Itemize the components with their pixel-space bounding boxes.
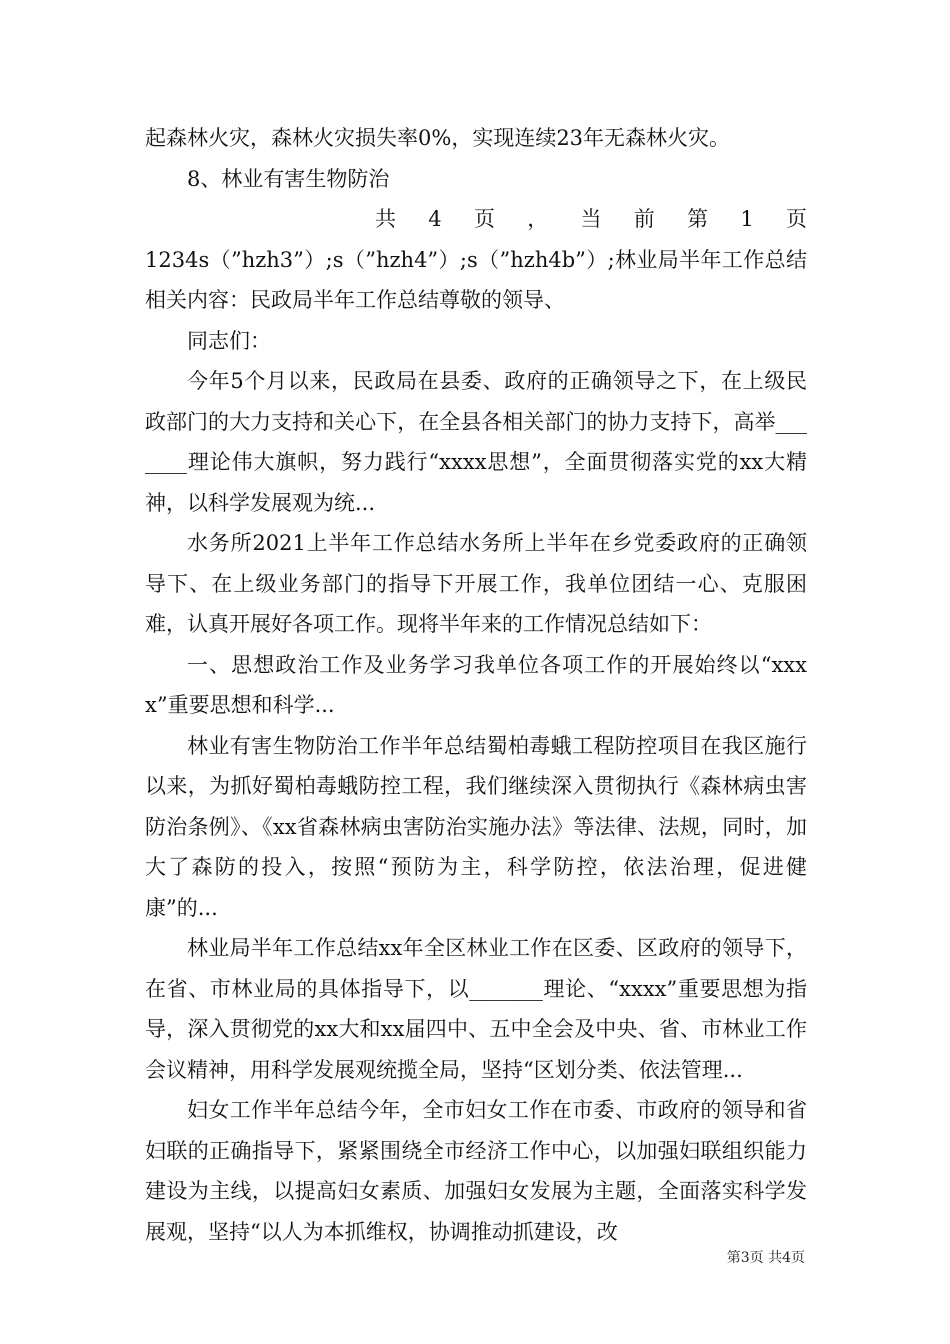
document-body — [145, 118, 807, 1252]
footer-prefix: 第 — [726, 1250, 741, 1266]
paragraph: 一、思想政治工作及业务学习我单位各项工作的开展始终以“xxxx”重要思想和科学... — [145, 652, 807, 717]
paragraph: 今年5个月以来，民政局在县委、政府的正确领导之下，在上级民政部门的大力支持和关心下，在全县各相关部门的协力支持下，高举_______理论伟大旗帜，努力践行“xxxx思想”，全面贯彻落实党的xx大精神，以科学发展观为统... — [145, 369, 807, 515]
page-info-char: 共 — [375, 207, 396, 231]
paragraph: 妇女工作半年总结今年，全市妇女工作在市委、市政府的领导和省妇联的正确指导下，紧紧围绕全市经济工作中心，以加强妇联组织能力建设为主线，以提高妇女素质、加强妇女发展为主题，全面落实科学发展观，坚持“以人为本抓维权，协调推动抓建设，改 — [145, 1098, 807, 1244]
page-info-char: 第 — [687, 207, 709, 231]
footer-current-page: 3 — [740, 1250, 750, 1266]
text-line: 起森林火灾，森林火灾损失率0%，实现连续23年无森林火灾。 — [145, 126, 731, 150]
page-info-char: 1 — [740, 207, 754, 231]
greeting: 同志们： — [187, 328, 271, 353]
footer-suffix: 页 — [791, 1250, 805, 1266]
page-info-char: 页 — [473, 207, 495, 231]
page-info-char: 4 — [428, 207, 442, 231]
footer-middle: 页 共 — [749, 1250, 783, 1266]
page-info-char: 前 — [633, 207, 655, 231]
page-info-row — [145, 199, 807, 240]
page-info — [375, 199, 807, 240]
paragraph: 林业局半年工作总结xx年全区林业工作在区委、区政府的领导下，在省、市林业局的具体指导下，以_______理论、“xxxx”重要思想为指导，深入贯彻党的xx大和xx届四中、五中全会及中央、省、市林业工作会议精神，用科学发展观统揽全局，坚持“区划分类、依法管理... — [145, 936, 807, 1082]
page-footer — [727, 1247, 805, 1267]
paragraph: 水务所2021上半年工作总结水务所上半年在乡党委政府的正确领导下、在上级业务部门的指导下开展工作，我单位团结一心、克服困难，认真开展好各项工作。现将半年来的工作情况总结如下： — [145, 531, 807, 636]
paragraph: 1234s（”hzh3”）;s（”hzh4”）;s（”hzh4b”）;林业局半年工作总结相关内容：民政局半年工作总结尊敬的领导、 — [145, 247, 807, 312]
page-info-char: ， — [527, 207, 549, 231]
section-heading: 8、林业有害生物防治 — [187, 166, 390, 191]
page-info-char: 页 — [786, 207, 807, 231]
paragraph: 林业有害生物防治工作半年总结蜀柏毒蛾工程防控项目在我区施行以来，为抓好蜀柏毒蛾防控工程，我们继续深入贯彻执行《森林病虫害防治条例》、《xx省森林病虫害防治实施办法》等法律、法规，同时，加大了森防的投入，按照“预防为主，科学防控，依法治理，促进健康”的... — [145, 733, 807, 920]
page-info-char: 当 — [580, 207, 602, 231]
footer-total-pages: 4 — [782, 1250, 791, 1266]
